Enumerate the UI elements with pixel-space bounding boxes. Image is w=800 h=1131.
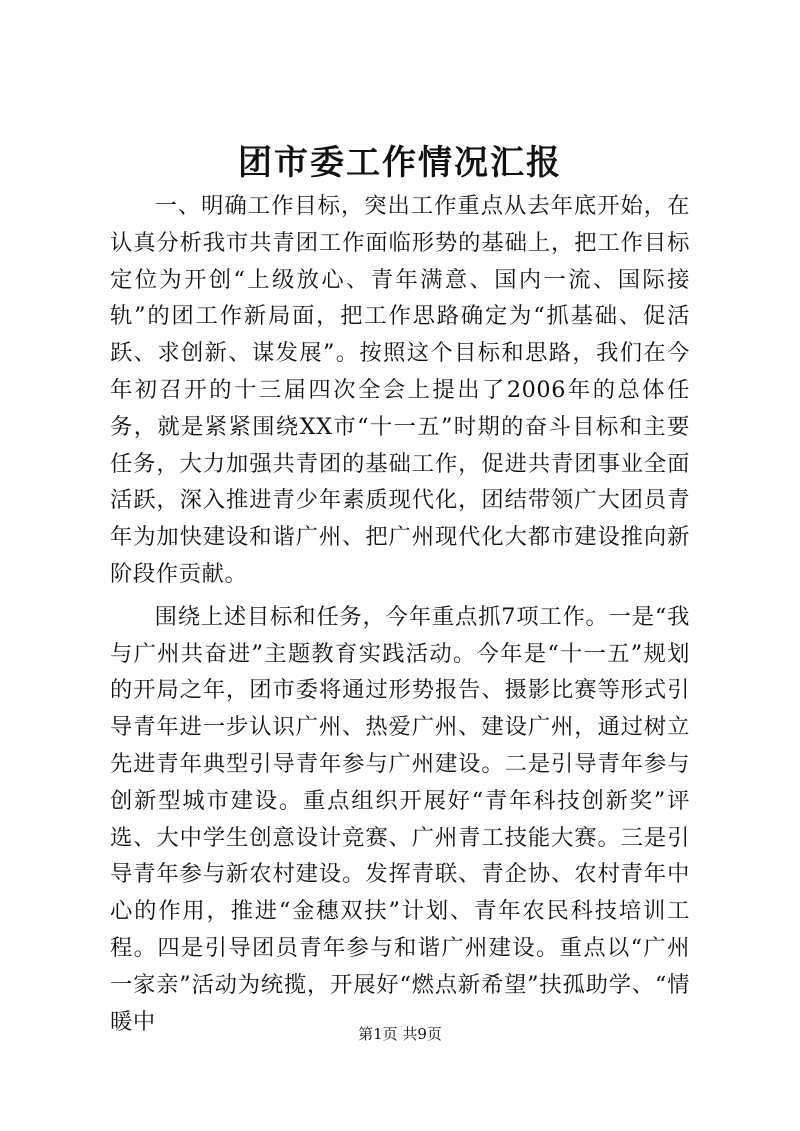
document-title: 团市委工作情况汇报: [238, 143, 562, 183]
page-number-footer: 第1页 共9页: [358, 1025, 442, 1043]
document-body: [110, 188, 690, 1040]
paragraph-1: 一、明确工作目标，突出工作重点从去年底开始，在认真分析我市共青团工作面临形势的基础上，把工作目标定位为开创“上级放心、青年满意、国内一流、国际接轨”的团工作新局面，把工作思路确定为“抓基础、促活跃、求创新、谋发展”。按照这个目标和思路，我们在今年初召开的十三届四次全会上提出了2006年的总体任务，就是紧紧围绕XX市“十一五”时期的奋斗目标和主要任务，大力加强共青团的基础工作，促进共青团事业全面活跃，深入推进青少年素质现代化，团结带领广大团员青年为加快建设和谐广州、把广州现代化大都市建设推向新阶段作贡献。: [110, 193, 690, 587]
paragraph-2: 围绕上述目标和任务，今年重点抓7项工作。一是“我与广州共奋进”主题教育实践活动。今年是“十一五”规划的开局之年，团市委将通过形势报告、摄影比赛等形式引导青年进一步认识广州、热爱广州、建设广州，通过树立先进青年典型引导青年参与广州建设。二是引导青年参与创新型城市建设。重点组织开展好“青年科技创新奖”评选、大中学生创意设计竞赛、广州青工技能大赛。三是引导青年参与新农村建设。发挥青联、青企协、农村青年中心的作用，推进“金穗双扶”计划、青年农民科技培训工程。四是引导团员青年参与和谐广州建设。重点以“广州一家亲”活动为统揽，开展好“燃点新希望”扶孤助学、“情暖中: [110, 603, 690, 1035]
